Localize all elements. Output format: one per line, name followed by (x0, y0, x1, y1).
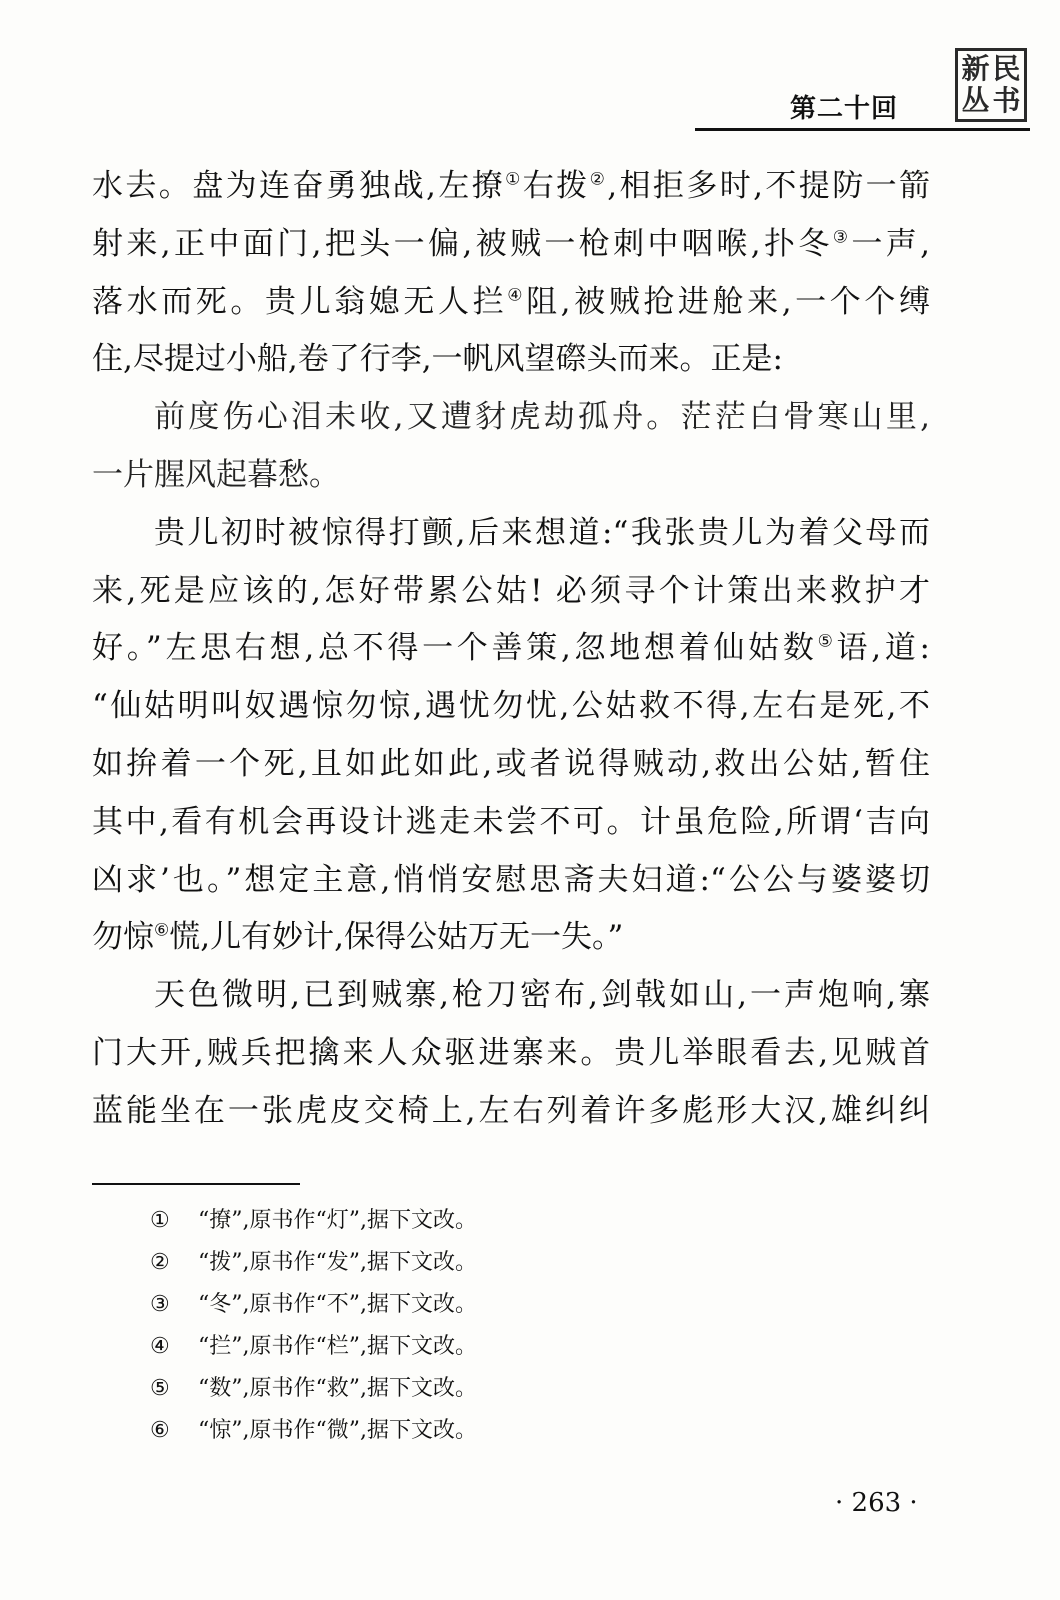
text-line: “仙姑明叫奴遇惊勿惊,遇忧勿忧,公姑救不得,左右是死,不 (92, 688, 930, 725)
chapter-heading: 第二十回 (790, 94, 899, 124)
seal-char: 民 (992, 52, 1021, 85)
footnote-ref[interactable]: ⑤ (817, 632, 837, 653)
footnote-text: “惊”,原书作“微”,据下文改。 (198, 1418, 477, 1443)
footnote-ref[interactable]: ④ (507, 285, 527, 306)
text-line: 其中,看有机会再设计逃走未尝不可。计虽危险,所谓‘吉向 (92, 803, 930, 840)
footnote-text: “数”,原书作“救”,据下文改。 (198, 1376, 477, 1401)
footnote-text: “拦”,原书作“栏”,据下文改。 (198, 1334, 477, 1359)
series-seal-logo (955, 48, 1027, 122)
footnote-text: “冬”,原书作“不”,据下文改。 (198, 1292, 477, 1317)
footnote-number: ③ (150, 1292, 170, 1317)
footnote-number: ⑥ (150, 1418, 170, 1443)
text-line: 勿惊⑥慌,儿有妙计,保得公姑万无一失。” (92, 919, 624, 956)
footnote-item (150, 1326, 710, 1368)
body-text (92, 158, 930, 1141)
footnote-number: ① (150, 1208, 170, 1233)
seal-char: 书 (992, 84, 1021, 117)
text-line: 贵儿初时被惊得打颤,后来想道:“我张贵儿为着父母而 (154, 514, 930, 551)
page-number: · 263 · (835, 1488, 918, 1518)
footnote-item (150, 1284, 710, 1326)
text-line: 门大开,贼兵把擒来人众驱进寨来。贵儿举眼看去,见贼首 (92, 1034, 930, 1071)
text-line: 落水而死。贵儿翁媳无人拦④阻,被贼抢进舱来,一个个缚 (92, 283, 930, 320)
text-line: 水去。盘为连奋勇独战,左撩①右拨②,相拒多时,不提防一箭 (92, 168, 931, 204)
footnote-ref[interactable]: ③ (832, 227, 852, 248)
footnote-item (150, 1410, 710, 1452)
footnote-item (150, 1368, 710, 1410)
text-line: 蓝能坐在一张虎皮交椅上,左右列着许多彪形大汉,雄纠纠 (92, 1092, 930, 1129)
text-line: 天色微明,已到贼寨,枪刀密布,剑戟如山,一声炮响,寨 (154, 977, 930, 1014)
text-line: 如拚着一个死,且如此如此,或者说得贼动,救出公姑,暂住 (92, 745, 930, 782)
text-line: 凶求’也。”想定主意,悄悄安慰思斋夫妇道:“公公与婆婆切 (92, 861, 930, 898)
text-line: 来,死是应该的,怎好带累公姑! 必须寻个计策出来救护才 (92, 572, 930, 609)
footnote-item (150, 1242, 710, 1284)
footnotes (150, 1200, 710, 1452)
seal-char: 新 (961, 52, 990, 85)
footnote-text: “撩”,原书作“灯”,据下文改。 (198, 1208, 477, 1233)
poem-line: 一片腥风起暮愁。 (92, 456, 340, 493)
poem-line: 前度伤心泪未收,又遭豺虎劫孤舟。茫茫白骨寒山里, (154, 399, 930, 436)
footnote-rule (92, 1183, 300, 1185)
footnote-number: ② (150, 1250, 170, 1275)
header-rule (695, 128, 1030, 131)
text-line: 射来,正中面门,把头一偏,被贼一枪刺中咽喉,扑冬③一声, (92, 225, 931, 262)
seal-char: 丛 (961, 84, 990, 117)
footnote-item (150, 1200, 710, 1242)
footnote-number: ⑤ (150, 1376, 170, 1401)
footnote-ref[interactable]: ⑥ (154, 921, 170, 942)
footnote-number: ④ (150, 1334, 170, 1359)
footnote-ref[interactable]: ② (589, 169, 608, 190)
text-line: 好。”左思右想,总不得一个善策,忽地想着仙姑数⑤语,道: (92, 630, 930, 667)
footnote-text: “拨”,原书作“发”,据下文改。 (198, 1250, 477, 1275)
text-line: 住,尽提过小船,卷了行李,一帆风望磜头而来。正是: (92, 341, 784, 378)
footnote-ref[interactable]: ① (505, 169, 523, 190)
